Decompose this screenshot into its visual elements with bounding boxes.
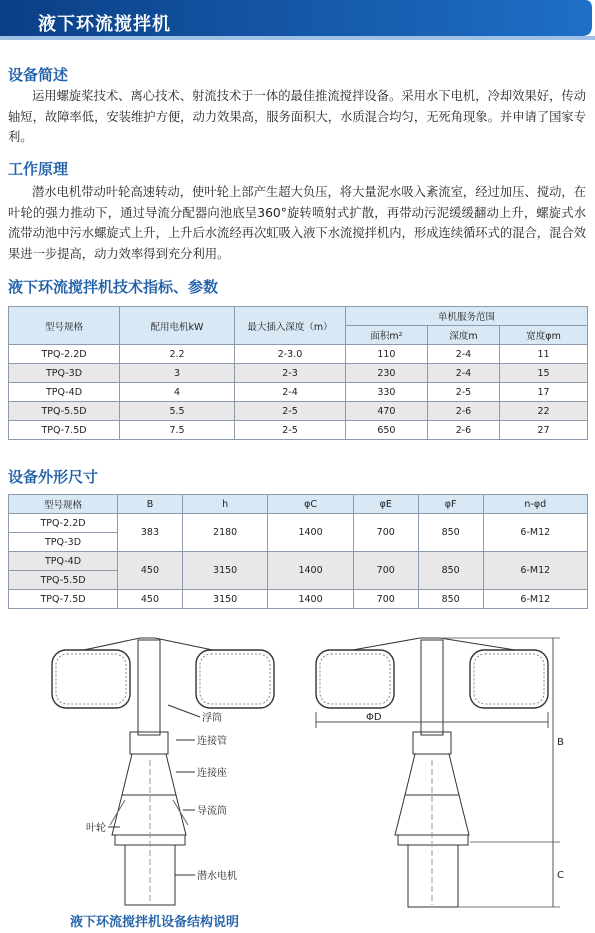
cell: 2-3.0 bbox=[235, 345, 346, 364]
left-machine bbox=[52, 638, 274, 905]
cell: 17 bbox=[500, 383, 588, 402]
dims-heading: 设备外形尺寸 bbox=[8, 468, 99, 486]
cell: 22 bbox=[500, 402, 588, 421]
col-model: 型号规格 bbox=[9, 307, 120, 345]
specs-heading: 液下环流搅拌机技术指标、参数 bbox=[8, 278, 219, 296]
col-C: φC bbox=[268, 495, 353, 514]
cell: 1400 bbox=[268, 590, 353, 609]
cell: 2-5 bbox=[235, 402, 346, 421]
cell: 850 bbox=[418, 590, 483, 609]
cell: 850 bbox=[418, 552, 483, 590]
table-row bbox=[9, 590, 588, 609]
label-seat: 连接座 bbox=[197, 768, 227, 779]
label-phiD: ΦD bbox=[366, 712, 382, 723]
cell: 7.5 bbox=[120, 421, 235, 440]
cell: 3 bbox=[120, 364, 235, 383]
cell: 2-6 bbox=[427, 421, 499, 440]
cell: 2-4 bbox=[235, 383, 346, 402]
cell: 2-5 bbox=[427, 383, 499, 402]
cell: TPQ-3D bbox=[9, 533, 118, 552]
structure-diagram bbox=[0, 620, 595, 910]
label-float: 浮筒 bbox=[202, 713, 222, 724]
page-title: 液下环流搅拌机 bbox=[38, 14, 171, 35]
table-row bbox=[9, 514, 588, 533]
col-h: h bbox=[182, 495, 267, 514]
cell: 1400 bbox=[268, 552, 353, 590]
col-B: B bbox=[118, 495, 183, 514]
cell: TPQ-2.2D bbox=[9, 514, 118, 533]
principle-text: 潜水电机带动叶轮高速转动，使叶轮上部产生超大负压，将大量泥水吸入紊流室，经过加压、搅动，在叶轮的强力推动下，通过导流分配器向池底呈360°旋转喷射式扩散，再带动污泥缓缓翻动上升，螺旋式水流带动池中污水螺旋式上升，上升后水流经再次虹吸入液下水流搅拌机内，形成连续循环式的混合，混合效果进一步提高，动力效率得到充分利用。 bbox=[8, 185, 586, 261]
float-right bbox=[196, 650, 274, 708]
cell: 3150 bbox=[182, 590, 267, 609]
cell: 6-M12 bbox=[483, 514, 587, 552]
label-B: B bbox=[557, 737, 564, 748]
cell: TPQ-5.5D bbox=[9, 402, 120, 421]
table-row bbox=[9, 421, 588, 440]
label-impeller: 叶轮 bbox=[86, 823, 106, 834]
cell: 2180 bbox=[182, 514, 267, 552]
cell: 4 bbox=[120, 383, 235, 402]
col-power: 配用电机kW bbox=[120, 307, 235, 345]
col-dep: 深度m bbox=[427, 326, 499, 345]
cell: TPQ-4D bbox=[9, 552, 118, 571]
cell: 1400 bbox=[268, 514, 353, 552]
table-row bbox=[9, 345, 588, 364]
col-model: 型号规格 bbox=[9, 495, 118, 514]
col-E: φE bbox=[353, 495, 418, 514]
col-depth: 最大插入深度（m） bbox=[235, 307, 346, 345]
cell: 850 bbox=[418, 514, 483, 552]
cell: TPQ-3D bbox=[9, 364, 120, 383]
cell: 2-4 bbox=[427, 345, 499, 364]
label-motor: 潜水电机 bbox=[197, 871, 237, 882]
cell: 27 bbox=[500, 421, 588, 440]
right-machine bbox=[316, 638, 560, 907]
cell: 110 bbox=[346, 345, 428, 364]
cell: TPQ-2.2D bbox=[9, 345, 120, 364]
cell: 2.2 bbox=[120, 345, 235, 364]
table-row bbox=[9, 383, 588, 402]
cell: 6-M12 bbox=[483, 590, 587, 609]
table-row bbox=[9, 552, 588, 571]
cell: 700 bbox=[353, 552, 418, 590]
cell: 230 bbox=[346, 364, 428, 383]
col-area: 面积m² bbox=[346, 326, 428, 345]
cell: 15 bbox=[500, 364, 588, 383]
diagram-caption: 液下环流搅拌机设备结构说明 bbox=[70, 915, 240, 930]
cell: TPQ-5.5D bbox=[9, 571, 118, 590]
cell: 2-6 bbox=[427, 402, 499, 421]
cell: 5.5 bbox=[120, 402, 235, 421]
col-F: φF bbox=[418, 495, 483, 514]
cell: 6-M12 bbox=[483, 552, 587, 590]
cell: TPQ-7.5D bbox=[9, 421, 120, 440]
specs-table bbox=[8, 306, 588, 440]
cell: 2-5 bbox=[235, 421, 346, 440]
label-C: C bbox=[557, 870, 564, 881]
cell: TPQ-7.5D bbox=[9, 590, 118, 609]
cell: 700 bbox=[353, 514, 418, 552]
cell: 2-3 bbox=[235, 364, 346, 383]
cell: 650 bbox=[346, 421, 428, 440]
intro-heading: 设备简述 bbox=[8, 66, 69, 84]
dims-table bbox=[8, 494, 588, 609]
label-guide: 导流筒 bbox=[197, 806, 227, 817]
col-nd: n-φd bbox=[483, 495, 587, 514]
cell: 470 bbox=[346, 402, 428, 421]
table-row bbox=[9, 402, 588, 421]
intro-text: 运用螺旋桨技术、离心技术、射流技术于一体的最佳推流搅拌设备。采用水下电机，冷却效果好，传动轴短，故障率低，安装维护方便，动力效果高，服务面积大，水质混合均匀，无死角现象。并申请了国家专利。 bbox=[8, 89, 586, 144]
cell: 450 bbox=[118, 590, 183, 609]
label-pipe: 连接管 bbox=[197, 736, 227, 747]
cell: 330 bbox=[346, 383, 428, 402]
col-range: 单机服务范围 bbox=[346, 307, 588, 326]
cell: 700 bbox=[353, 590, 418, 609]
table-row bbox=[9, 364, 588, 383]
cell: 383 bbox=[118, 514, 183, 552]
cell: 11 bbox=[500, 345, 588, 364]
principle-heading: 工作原理 bbox=[8, 160, 69, 178]
cell: 2-4 bbox=[427, 364, 499, 383]
col-width: 宽度φm bbox=[500, 326, 588, 345]
float-left bbox=[52, 650, 130, 708]
cell: 3150 bbox=[182, 552, 267, 590]
cell: 450 bbox=[118, 552, 183, 590]
cell: TPQ-4D bbox=[9, 383, 120, 402]
